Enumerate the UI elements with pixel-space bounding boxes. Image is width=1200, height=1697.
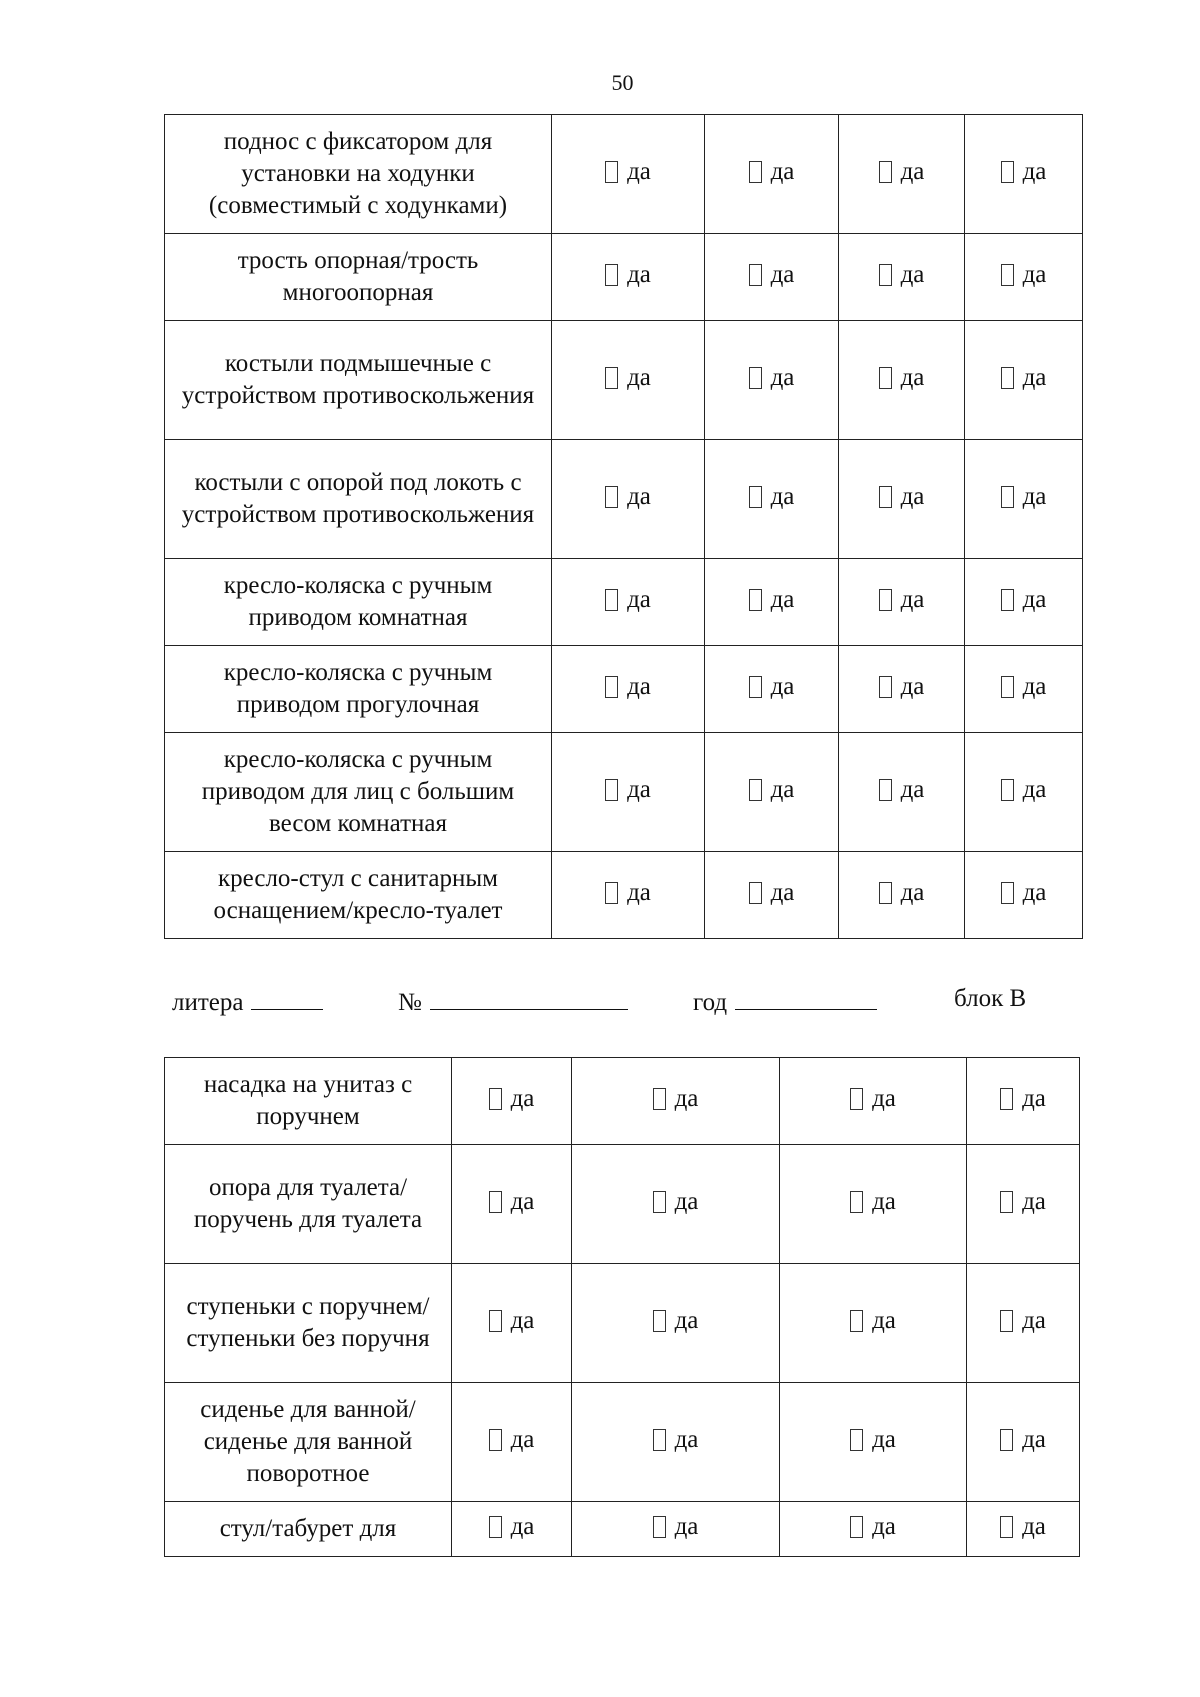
checkbox-empty-icon[interactable] (879, 264, 892, 286)
checkbox-label: да (770, 879, 795, 906)
checkbox-label: да (900, 158, 925, 185)
checkbox-label: да (674, 1188, 699, 1215)
checkbox-cell (965, 321, 1083, 440)
checkbox-cell (705, 733, 839, 852)
checkbox-cell (705, 321, 839, 440)
checkbox-empty-icon[interactable] (1000, 1516, 1013, 1538)
checkbox-option[interactable] (1001, 584, 1047, 616)
checkbox-option[interactable] (605, 584, 651, 616)
checkbox-label: да (770, 776, 795, 803)
checkbox-empty-icon[interactable] (653, 1191, 666, 1213)
year-label: год (693, 989, 728, 1016)
checkbox-label: да (900, 586, 925, 613)
checkbox-empty-icon[interactable] (1000, 1310, 1013, 1332)
checkbox-cell (780, 1145, 967, 1264)
checkbox-cell (705, 115, 839, 234)
checkbox-empty-icon[interactable] (850, 1191, 863, 1213)
item-cell (165, 321, 552, 440)
checkbox-label: да (770, 586, 795, 613)
checkbox-option[interactable] (1000, 1511, 1046, 1543)
checkbox-label: да (627, 879, 651, 906)
checkbox-label: да (674, 1513, 699, 1540)
checkbox-cell (705, 646, 839, 733)
year-blank[interactable] (735, 983, 877, 1010)
table-row (165, 1502, 1080, 1557)
checkbox-empty-icon[interactable] (1001, 779, 1014, 801)
checkbox-label: да (770, 364, 795, 391)
checkbox-option[interactable] (850, 1083, 896, 1115)
checkbox-empty-icon[interactable] (749, 779, 762, 801)
table-row (165, 559, 1083, 646)
checkbox-option[interactable] (1000, 1186, 1046, 1218)
item-label: насадка на унитаз с поручнем (203, 1071, 413, 1130)
checkbox-label: да (1022, 776, 1047, 803)
checkbox-label: да (872, 1426, 896, 1453)
checkbox-cell (452, 1058, 572, 1145)
checkbox-empty-icon[interactable] (850, 1429, 863, 1451)
checkbox-label: да (1022, 1513, 1046, 1540)
checkbox-label: да (1022, 1085, 1046, 1112)
checkbox-option[interactable] (879, 671, 925, 703)
checkbox-cell (967, 1264, 1080, 1383)
checkbox-cell (705, 559, 839, 646)
checkbox-option[interactable] (1000, 1305, 1046, 1337)
checkbox-empty-icon[interactable] (489, 1429, 502, 1451)
checkbox-label: да (872, 1307, 896, 1334)
checkbox-cell (572, 1058, 780, 1145)
checkbox-empty-icon[interactable] (850, 1310, 863, 1332)
checkbox-label: да (510, 1085, 535, 1112)
checkbox-empty-icon[interactable] (653, 1516, 666, 1538)
checkbox-empty-icon[interactable] (1001, 367, 1014, 389)
item-cell (165, 1502, 452, 1557)
checkbox-cell (965, 234, 1083, 321)
checkbox-label: да (900, 364, 925, 391)
checkbox-empty-icon[interactable] (879, 779, 892, 801)
page-number: 50 (611, 70, 634, 95)
item-label: трость опорная/трость многоопорная (237, 247, 479, 306)
checkbox-option[interactable] (749, 774, 795, 806)
checkbox-cell (452, 1383, 572, 1502)
equipment-table-2-body (165, 1058, 1080, 1557)
checkbox-cell (839, 234, 965, 321)
checkbox-option[interactable] (605, 877, 651, 909)
checkbox-label: да (1022, 483, 1047, 510)
litera-label: литера (172, 989, 244, 1016)
item-label: костыли подмышечные с устройством противоскольжения (181, 350, 535, 409)
equipment-table-1 (164, 114, 1083, 939)
checkbox-option[interactable] (605, 156, 651, 188)
checkbox-cell (452, 1502, 572, 1557)
number-label: № (398, 989, 422, 1016)
checkbox-cell (839, 440, 965, 559)
checkbox-label: да (627, 364, 651, 391)
checkbox-cell (705, 852, 839, 939)
table-row (165, 733, 1083, 852)
item-label: костыли с опорой под локоть с устройством противоскольжения (181, 469, 535, 528)
checkbox-label: да (674, 1085, 699, 1112)
checkbox-cell (780, 1383, 967, 1502)
checkbox-label: да (1022, 1188, 1046, 1215)
checkbox-label: да (770, 261, 795, 288)
checkbox-label: да (627, 776, 651, 803)
checkbox-option[interactable] (749, 481, 795, 513)
checkbox-empty-icon[interactable] (850, 1088, 863, 1110)
checkbox-cell (839, 733, 965, 852)
checkbox-empty-icon[interactable] (605, 589, 618, 611)
checkbox-cell (967, 1383, 1080, 1502)
checkbox-cell (965, 440, 1083, 559)
checkbox-empty-icon[interactable] (749, 589, 762, 611)
checkbox-cell (452, 1264, 572, 1383)
item-label: кресло-коляска с ручным приводом для лиц с большим весом комнатная (201, 746, 515, 837)
checkbox-cell (552, 321, 705, 440)
checkbox-option[interactable] (489, 1305, 535, 1337)
checkbox-empty-icon[interactable] (653, 1429, 666, 1451)
checkbox-option[interactable] (653, 1083, 699, 1115)
checkbox-label: да (1022, 673, 1047, 700)
checkbox-label: да (510, 1426, 535, 1453)
equipment-table-2 (164, 1057, 1080, 1557)
checkbox-label: да (627, 261, 651, 288)
checkbox-empty-icon[interactable] (749, 676, 762, 698)
checkbox-empty-icon[interactable] (605, 486, 618, 508)
checkbox-empty-icon[interactable] (605, 161, 618, 183)
checkbox-empty-icon[interactable] (1001, 882, 1014, 904)
checkbox-label: да (770, 673, 795, 700)
checkbox-cell (965, 646, 1083, 733)
checkbox-empty-icon[interactable] (850, 1516, 863, 1538)
item-cell (165, 646, 552, 733)
item-label: кресло-стул с санитарным оснащением/кресло-туалет (213, 865, 503, 924)
checkbox-option[interactable] (879, 362, 925, 394)
checkbox-cell (552, 733, 705, 852)
checkbox-empty-icon[interactable] (879, 486, 892, 508)
item-cell (165, 115, 552, 234)
checkbox-empty-icon[interactable] (879, 882, 892, 904)
item-cell (165, 852, 552, 939)
table-row (165, 440, 1083, 559)
checkbox-empty-icon[interactable] (1000, 1088, 1013, 1110)
checkbox-empty-icon[interactable] (605, 264, 618, 286)
checkbox-label: да (900, 776, 925, 803)
table-row (165, 115, 1083, 234)
checkbox-empty-icon[interactable] (1001, 589, 1014, 611)
checkbox-option[interactable] (1001, 156, 1047, 188)
checkbox-cell (839, 559, 965, 646)
checkbox-option[interactable] (879, 584, 925, 616)
checkbox-empty-icon[interactable] (749, 882, 762, 904)
item-label: поднос с фиксатором для установки на ходунки (совместимый с ходунками) (208, 128, 508, 219)
item-label: кресло-коляска с ручным приводом комнатная (223, 572, 493, 631)
table-row (165, 852, 1083, 939)
checkbox-option[interactable] (605, 362, 651, 394)
item-label: сиденье для ванной/сиденье для ванной поворотное (200, 1396, 416, 1487)
number-blank[interactable] (430, 983, 628, 1010)
checkbox-cell (552, 440, 705, 559)
checkbox-cell (780, 1502, 967, 1557)
checkbox-empty-icon[interactable] (653, 1088, 666, 1110)
checkbox-option[interactable] (1000, 1083, 1046, 1115)
checkbox-label: да (1022, 1307, 1046, 1334)
checkbox-cell (839, 646, 965, 733)
item-cell (165, 559, 552, 646)
checkbox-empty-icon[interactable] (489, 1516, 502, 1538)
checkbox-cell (572, 1145, 780, 1264)
checkbox-label: да (900, 879, 925, 906)
checkbox-label: да (510, 1513, 535, 1540)
checkbox-label: да (1022, 879, 1047, 906)
table-row (165, 1264, 1080, 1383)
checkbox-cell (839, 115, 965, 234)
checkbox-option[interactable] (749, 671, 795, 703)
table-row (165, 1145, 1080, 1264)
checkbox-cell (572, 1383, 780, 1502)
checkbox-label: да (627, 158, 651, 185)
checkbox-label: да (510, 1188, 535, 1215)
checkbox-empty-icon[interactable] (1001, 486, 1014, 508)
checkbox-label: да (770, 483, 795, 510)
checkbox-cell (967, 1502, 1080, 1557)
checkbox-label: да (1022, 1426, 1046, 1453)
checkbox-option[interactable] (653, 1186, 699, 1218)
checkbox-option[interactable] (1001, 362, 1047, 394)
checkbox-cell (572, 1264, 780, 1383)
checkbox-cell (552, 646, 705, 733)
checkbox-empty-icon[interactable] (749, 367, 762, 389)
checkbox-empty-icon[interactable] (489, 1088, 502, 1110)
checkbox-empty-icon[interactable] (1001, 676, 1014, 698)
checkbox-cell (552, 852, 705, 939)
item-cell (165, 1264, 452, 1383)
checkbox-option[interactable] (749, 259, 795, 291)
litera-field[interactable] (172, 983, 323, 1015)
checkbox-cell (967, 1145, 1080, 1264)
checkbox-option[interactable] (653, 1424, 699, 1456)
checkbox-empty-icon[interactable] (879, 367, 892, 389)
item-cell (165, 1383, 452, 1502)
checkbox-option[interactable] (1001, 259, 1047, 291)
checkbox-empty-icon[interactable] (1000, 1429, 1013, 1451)
checkbox-empty-icon[interactable] (1001, 264, 1014, 286)
table-row (165, 234, 1083, 321)
checkbox-option[interactable] (489, 1424, 535, 1456)
checkbox-cell (705, 234, 839, 321)
checkbox-empty-icon[interactable] (489, 1191, 502, 1213)
checkbox-cell (965, 559, 1083, 646)
checkbox-label: да (872, 1085, 896, 1112)
checkbox-option[interactable] (850, 1511, 896, 1543)
checkbox-empty-icon[interactable] (749, 264, 762, 286)
item-cell (165, 733, 552, 852)
checkbox-label: да (770, 158, 795, 185)
checkbox-option[interactable] (749, 156, 795, 188)
checkbox-label: да (900, 483, 925, 510)
litera-blank[interactable] (251, 983, 323, 1010)
checkbox-cell (965, 115, 1083, 234)
checkbox-option[interactable] (489, 1083, 535, 1115)
checkbox-empty-icon[interactable] (879, 676, 892, 698)
checkbox-empty-icon[interactable] (605, 882, 618, 904)
checkbox-empty-icon[interactable] (879, 589, 892, 611)
checkbox-label: да (1022, 364, 1047, 391)
item-label: ступеньки с поручнем/ступеньки без поручня (186, 1293, 430, 1352)
checkbox-cell (552, 115, 705, 234)
checkbox-option[interactable] (605, 259, 651, 291)
checkbox-label: да (872, 1188, 896, 1215)
checkbox-cell (552, 234, 705, 321)
checkbox-option[interactable] (489, 1186, 535, 1218)
checkbox-option[interactable] (749, 877, 795, 909)
checkbox-option[interactable] (749, 362, 795, 394)
checkbox-option[interactable] (653, 1305, 699, 1337)
checkbox-empty-icon[interactable] (749, 161, 762, 183)
checkbox-option[interactable] (879, 877, 925, 909)
item-cell (165, 234, 552, 321)
checkbox-option[interactable] (1001, 877, 1047, 909)
table-row (165, 1058, 1080, 1145)
checkbox-cell (965, 852, 1083, 939)
item-cell (165, 1145, 452, 1264)
checkbox-label: да (872, 1513, 896, 1540)
checkbox-label: да (627, 673, 651, 700)
checkbox-empty-icon[interactable] (1001, 161, 1014, 183)
checkbox-empty-icon[interactable] (605, 676, 618, 698)
checkbox-cell (452, 1145, 572, 1264)
checkbox-label: да (1022, 586, 1047, 613)
checkbox-cell (839, 852, 965, 939)
number-field[interactable] (398, 983, 628, 1015)
checkbox-empty-icon[interactable] (1000, 1191, 1013, 1213)
checkbox-option[interactable] (605, 481, 651, 513)
checkbox-empty-icon[interactable] (605, 367, 618, 389)
checkbox-cell (780, 1264, 967, 1383)
checkbox-cell (572, 1502, 780, 1557)
checkbox-option[interactable] (1001, 481, 1047, 513)
checkbox-empty-icon[interactable] (653, 1310, 666, 1332)
item-cell (165, 440, 552, 559)
checkbox-label: да (627, 586, 651, 613)
checkbox-option[interactable] (850, 1305, 896, 1337)
checkbox-option[interactable] (653, 1511, 699, 1543)
checkbox-label: да (1022, 261, 1047, 288)
checkbox-empty-icon[interactable] (489, 1310, 502, 1332)
checkbox-option[interactable] (879, 259, 925, 291)
checkbox-label: да (1022, 158, 1047, 185)
checkbox-empty-icon[interactable] (749, 486, 762, 508)
table-row (165, 646, 1083, 733)
block-label: блок В (954, 985, 1027, 1012)
checkbox-option[interactable] (850, 1186, 896, 1218)
checkbox-empty-icon[interactable] (879, 161, 892, 183)
checkbox-label: да (674, 1426, 699, 1453)
item-cell (165, 1058, 452, 1145)
checkbox-cell (780, 1058, 967, 1145)
item-label: стул/табурет для (219, 1515, 397, 1542)
table-row (165, 321, 1083, 440)
checkbox-option[interactable] (1001, 671, 1047, 703)
checkbox-empty-icon[interactable] (605, 779, 618, 801)
checkbox-label: да (900, 261, 925, 288)
checkbox-option[interactable] (879, 774, 925, 806)
checkbox-option[interactable] (489, 1511, 535, 1543)
checkbox-option[interactable] (605, 774, 651, 806)
checkbox-option[interactable] (1000, 1424, 1046, 1456)
checkbox-option[interactable] (879, 156, 925, 188)
table-row (165, 1383, 1080, 1502)
checkbox-label: да (674, 1307, 699, 1334)
checkbox-cell (967, 1058, 1080, 1145)
checkbox-option[interactable] (749, 584, 795, 616)
checkbox-label: да (510, 1307, 535, 1334)
checkbox-label: да (627, 483, 651, 510)
checkbox-cell (705, 440, 839, 559)
year-field[interactable] (693, 983, 877, 1015)
equipment-table-1-body (165, 115, 1083, 939)
checkbox-cell (552, 559, 705, 646)
checkbox-option[interactable] (850, 1424, 896, 1456)
item-label: опора для туалета/поручень для туалета (193, 1174, 423, 1233)
checkbox-label: да (900, 673, 925, 700)
checkbox-option[interactable] (1001, 774, 1047, 806)
checkbox-option[interactable] (605, 671, 651, 703)
checkbox-cell (965, 733, 1083, 852)
item-label: кресло-коляска с ручным приводом прогулочная (223, 659, 493, 718)
checkbox-option[interactable] (879, 481, 925, 513)
checkbox-cell (839, 321, 965, 440)
